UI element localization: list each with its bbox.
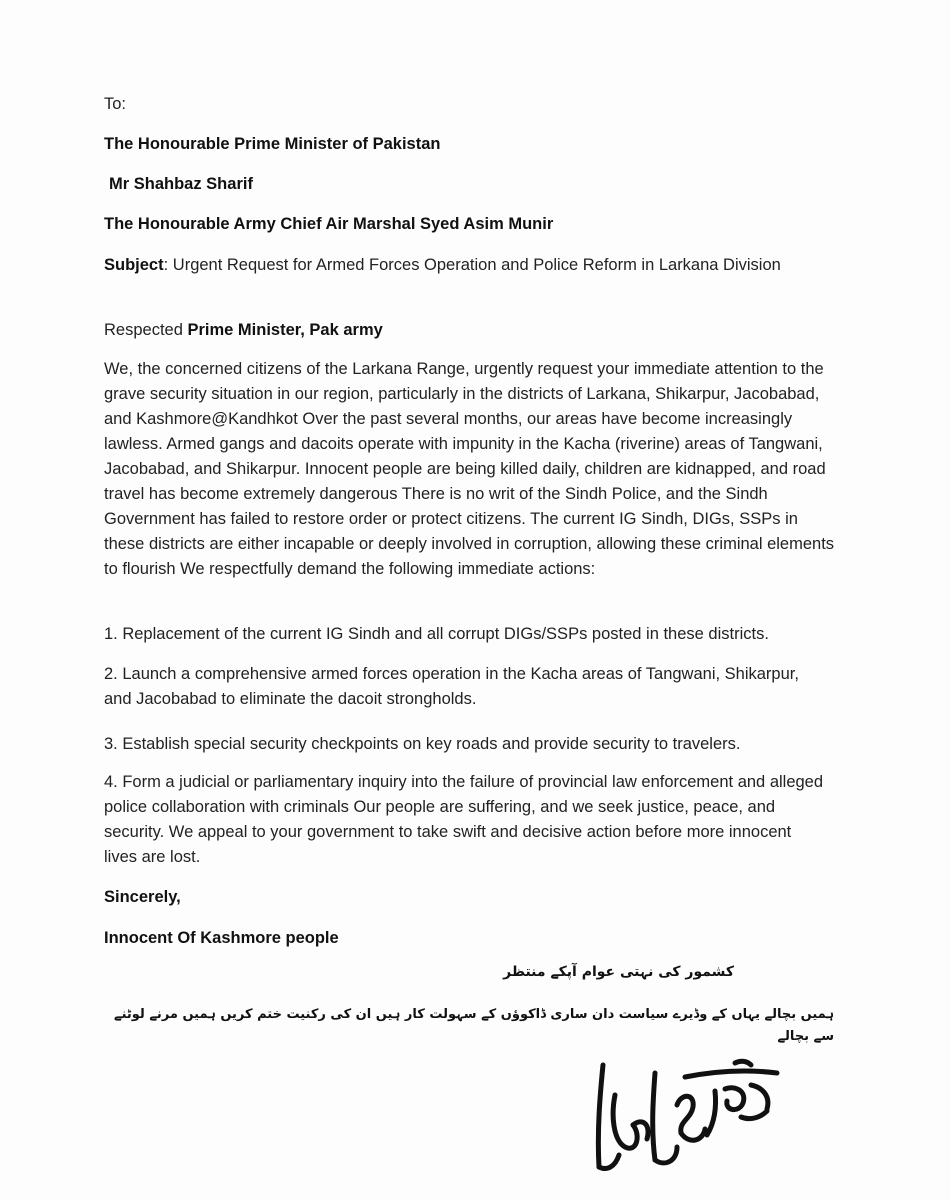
demand-item-4: 4. Form a judicial or parliamentary inquiry into the failure of provincial law enforcement and alleged police collaboration with criminals Our people are suffering, and we seek justice, peace, and security. We appeal to your government to take swift and decisive action before more innocent lives are lost. — [104, 773, 824, 866]
urdu-line-1: کشمور کی نہتی عوام آپکے منتظر — [503, 964, 734, 980]
salutation-addressee: Prime Minister, Pak army — [187, 321, 383, 339]
salutation-prefix: Respected — [104, 321, 188, 339]
urdu-line-2: ہمیں بچالے یہاں کے وڈیرے سیاست دان ساری ڈاکوؤں کے سہولت کار ہیں ان کی رکنیت ختم کریں ہمیں مرنے لوٹنے سے بچالے — [113, 1007, 834, 1044]
body-paragraph: We, the concerned citizens of the Larkana Range, urgently request your immediate attention to the grave security situation in our region, particularly in the districts of Larkana, Shikarpur, Jacobabad, and Kashmore@Kandhkot Over the past several months, our areas have become increasingly lawless. Armed gangs and dacoits operate with impunity in the Kacha (riverine) areas of Tangwani, Jacobabad, and Shikarpur. Innocent people are being killed daily, children are kidnapped, and road travel has become extremely dangerous There is no writ of the Sindh Police, and the Sindh Government has failed to restore order or protect citizens. The current IG Sindh, DIGs, SSPs in these districts are either incapable or deeply involved in corruption, allowing these criminal elements to flourish We respectfully demand the following immediate actions: — [104, 360, 835, 578]
demand-item-1: 1. Replacement of the current IG Sindh and all corrupt DIGs/SSPs posted in these districts. — [104, 625, 769, 643]
subject-line — [104, 253, 824, 278]
subject-text: : Urgent Request for Armed Forces Operation and Police Reform in Larkana Division — [163, 256, 781, 274]
closing: Sincerely, — [104, 888, 181, 906]
subject-label: Subject — [104, 256, 164, 274]
recipient-prime-minister-name: Mr Shahbaz Sharif — [109, 175, 253, 193]
recipient-army-chief: The Honourable Army Chief Air Marshal Syed Asim Munir — [104, 215, 554, 233]
handwritten-signature — [585, 1055, 785, 1180]
signatory: Innocent Of Kashmore people — [104, 929, 339, 947]
recipient-prime-minister: The Honourable Prime Minister of Pakistan — [104, 135, 441, 153]
to-label: To: — [104, 95, 127, 113]
demand-item-2: 2. Launch a comprehensive armed forces operation in the Kacha areas of Tangwani, Shikarpur, and Jacobabad to eliminate the dacoit strongholds. — [104, 665, 799, 708]
demand-item-3: 3. Establish special security checkpoints on key roads and provide security to travelers. — [104, 735, 741, 753]
salutation — [104, 318, 824, 343]
